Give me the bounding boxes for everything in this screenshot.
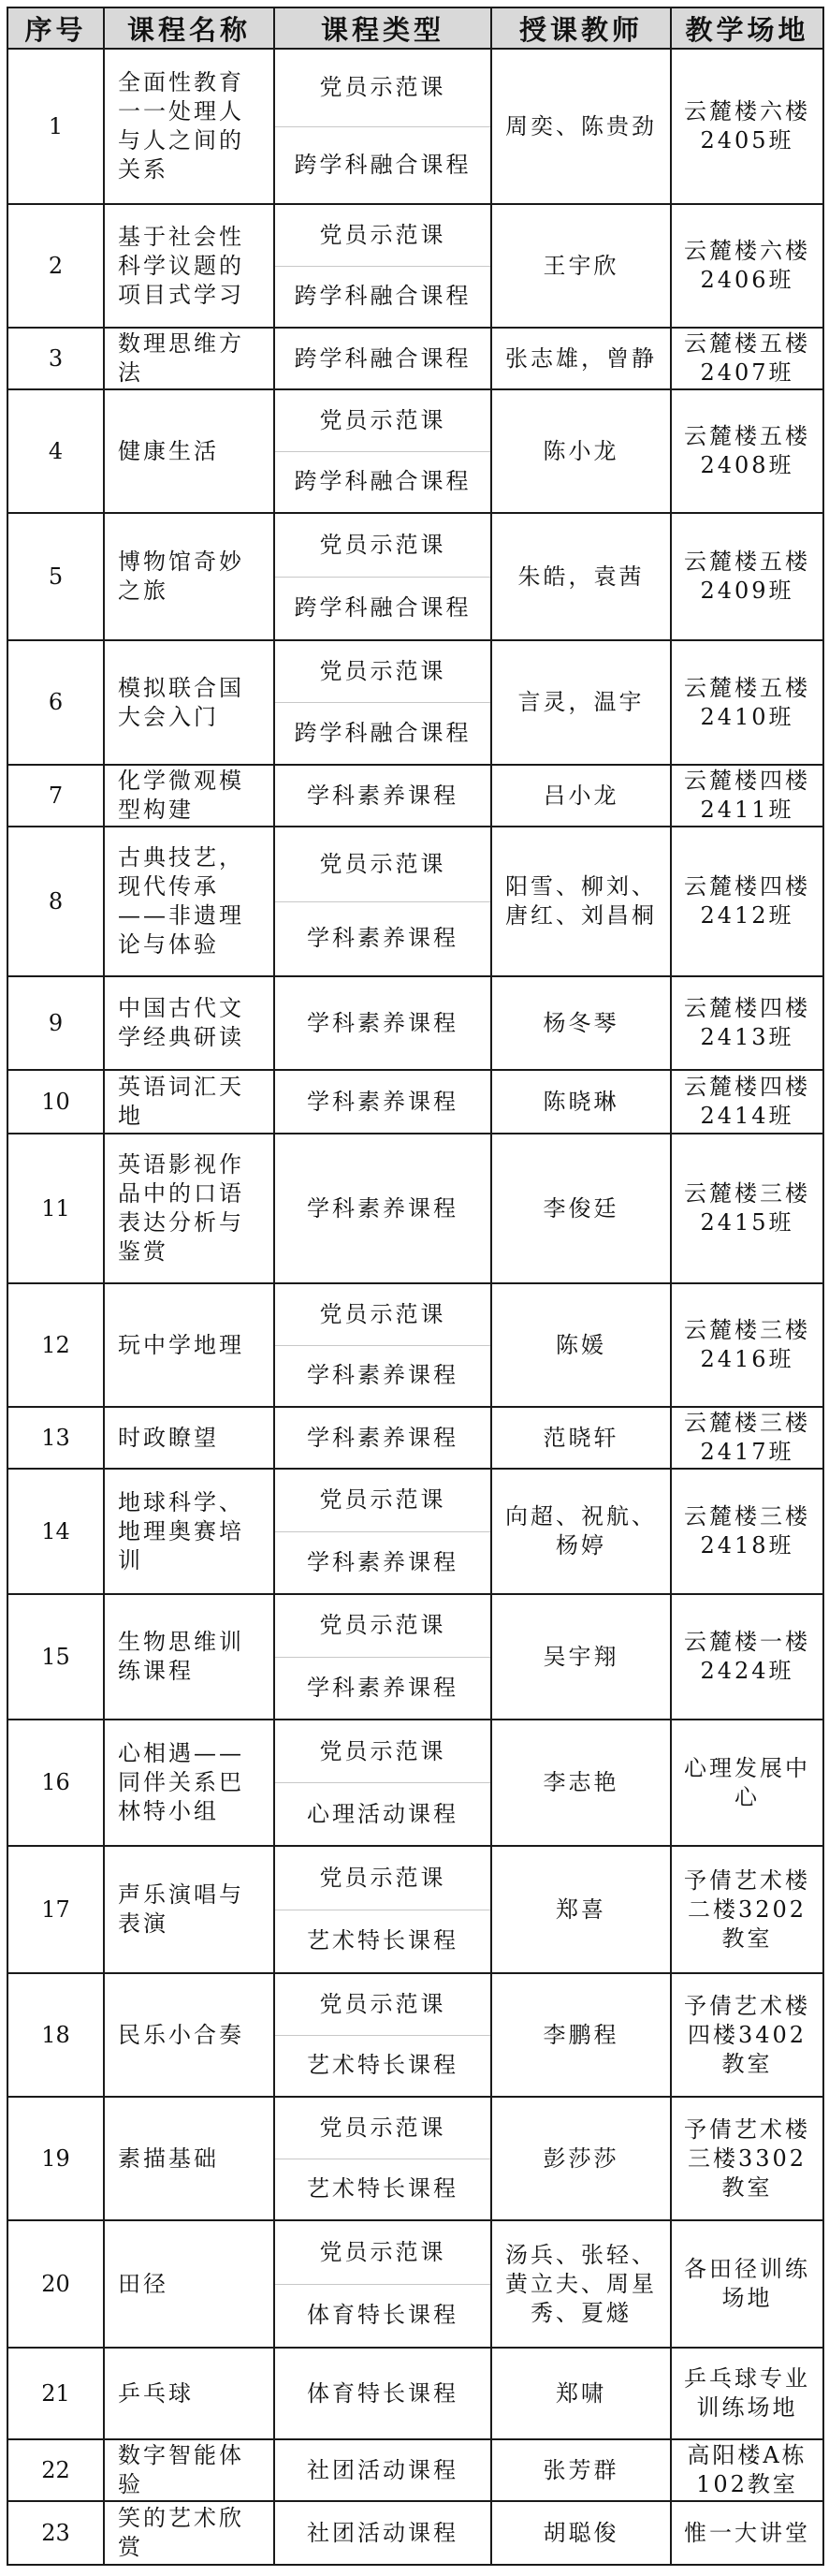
venue-cell: 云麓楼五楼2408班 (671, 389, 823, 513)
row-index-cell: 15 (7, 1594, 104, 1720)
table-row (7, 1594, 823, 1720)
course-type-list (275, 390, 490, 512)
course-type-item: 跨学科融合课程 (275, 126, 490, 204)
course-type-cell (274, 2348, 491, 2439)
course-name-cell: 乒乓球 (104, 2348, 274, 2439)
header-course-name: 课程名称 (104, 7, 274, 49)
course-name-cell: 模拟联合国大会入门 (104, 640, 274, 765)
course-type-cell (274, 2220, 491, 2348)
teacher-cell: 李志艳 (491, 1720, 671, 1846)
course-type-cell (274, 640, 491, 765)
course-type-list (275, 766, 490, 826)
header-index: 序号 (7, 7, 104, 49)
course-type-item: 跨学科融合课程 (294, 344, 472, 372)
table-body (7, 49, 823, 2565)
course-type-item: 学科素养课程 (275, 1531, 490, 1594)
row-index-cell: 3 (7, 328, 104, 389)
row-index-cell: 9 (7, 976, 104, 1070)
venue-cell: 云麓楼六楼2406班 (671, 204, 823, 328)
course-type-list (275, 1470, 490, 1593)
course-name-cell: 中国古代文学经典研读 (104, 976, 274, 1070)
table-row (7, 2220, 823, 2348)
course-type-cell (274, 328, 491, 389)
course-type-list (275, 205, 490, 327)
course-type-list (275, 2440, 490, 2500)
venue-cell: 予倩艺术楼三楼3302教室 (671, 2097, 823, 2220)
table-row (7, 204, 823, 328)
course-type-list (275, 977, 490, 1069)
course-type-cell (274, 827, 491, 976)
table-row (7, 1407, 823, 1469)
row-index-cell: 18 (7, 1973, 104, 2097)
course-type-cell (274, 1469, 491, 1594)
course-type-item: 跨学科融合课程 (275, 266, 490, 328)
course-type-list (275, 1071, 490, 1133)
header-teacher: 授课教师 (491, 7, 671, 49)
course-name-cell: 生物思维训练课程 (104, 1594, 274, 1720)
table-row (7, 1973, 823, 2097)
course-type-item: 学科素养课程 (307, 1194, 458, 1222)
table-row (7, 2439, 823, 2501)
course-type-list (275, 2221, 490, 2347)
course-type-list (275, 2502, 490, 2564)
course-type-list (275, 1134, 490, 1282)
venue-cell: 云麓楼三楼2418班 (671, 1469, 823, 1594)
course-type-item: 社团活动课程 (307, 2456, 458, 2483)
course-type-item: 体育特长课程 (275, 2284, 490, 2348)
course-name-cell: 地球科学、地理奥赛培训 (104, 1469, 274, 1594)
table-row (7, 827, 823, 976)
table-row (7, 2097, 823, 2220)
row-index-cell: 11 (7, 1134, 104, 1283)
course-type-item: 学科素养课程 (307, 1088, 458, 1115)
course-name-cell: 声乐演唱与表演 (104, 1846, 274, 1973)
course-type-item: 学科素养课程 (307, 782, 458, 809)
course-name-cell: 健康生活 (104, 389, 274, 513)
course-type-cell (274, 2097, 491, 2220)
teacher-cell: 朱皓，袁茜 (491, 513, 671, 640)
course-table (7, 7, 824, 2566)
venue-cell: 惟一大讲堂 (671, 2501, 823, 2565)
table-row (7, 1283, 823, 1407)
course-type-item: 跨学科融合课程 (275, 577, 490, 640)
teacher-cell: 陈媛 (491, 1283, 671, 1407)
row-index-cell: 17 (7, 1846, 104, 1973)
row-index-cell: 21 (7, 2348, 104, 2439)
teacher-cell: 陈晓琳 (491, 1070, 671, 1134)
row-index-cell: 6 (7, 640, 104, 765)
table-row (7, 640, 823, 765)
venue-cell: 高阳楼A栋102教室 (671, 2439, 823, 2501)
row-index-cell: 16 (7, 1720, 104, 1846)
course-type-item: 党员示范课 (319, 1737, 446, 1764)
row-index-cell: 8 (7, 827, 104, 976)
venue-cell: 云麓楼四楼2412班 (671, 827, 823, 976)
teacher-cell: 彭莎莎 (491, 2097, 671, 2220)
course-type-list (275, 1974, 490, 2096)
course-name-cell: 笑的艺术欣赏 (104, 2501, 274, 2565)
table-row (7, 389, 823, 513)
course-name-cell: 数理思维方法 (104, 328, 274, 389)
course-type-cell (274, 976, 491, 1070)
row-index-cell: 22 (7, 2439, 104, 2501)
venue-cell: 云麓楼五楼2410班 (671, 640, 823, 765)
row-index-cell: 1 (7, 49, 104, 204)
course-type-list (275, 827, 490, 975)
course-type-item: 跨学科融合课程 (275, 451, 490, 513)
course-type-cell (274, 2439, 491, 2501)
course-type-item: 党员示范课 (319, 74, 446, 101)
course-type-list (275, 329, 490, 388)
venue-cell: 各田径训练场地 (671, 2220, 823, 2348)
venue-cell: 心理发展中心 (671, 1720, 823, 1846)
course-name-cell: 民乐小合奏 (104, 1973, 274, 2097)
course-type-item: 社团活动课程 (307, 2519, 458, 2546)
course-type-item: 党员示范课 (319, 1486, 446, 1514)
venue-cell: 云麓楼四楼2414班 (671, 1070, 823, 1134)
course-type-list (275, 641, 490, 764)
table-row (7, 976, 823, 1070)
teacher-cell: 汤兵、张轻、黄立夫、周星秀、夏燧 (491, 2220, 671, 2348)
teacher-cell: 王宇欣 (491, 204, 671, 328)
course-type-item: 党员示范课 (319, 658, 446, 684)
venue-cell: 予倩艺术楼二楼3202教室 (671, 1846, 823, 1973)
table-row (7, 2348, 823, 2439)
course-name-cell: 田径 (104, 2220, 274, 2348)
course-name-cell: 时政瞭望 (104, 1407, 274, 1469)
venue-cell: 予倩艺术楼四楼3402教室 (671, 1973, 823, 2097)
row-index-cell: 4 (7, 389, 104, 513)
course-table-sheet (7, 7, 822, 2566)
course-type-item: 艺术特长课程 (275, 2035, 490, 2097)
course-type-list (275, 1720, 490, 1845)
venue-cell: 云麓楼四楼2413班 (671, 976, 823, 1070)
course-name-cell: 数字智能体验 (104, 2439, 274, 2501)
teacher-cell: 陈小龙 (491, 389, 671, 513)
row-index-cell: 12 (7, 1283, 104, 1407)
venue-cell: 云麓楼六楼2405班 (671, 49, 823, 204)
header-course-type: 课程类型 (274, 7, 491, 49)
course-name-cell: 博物馆奇妙之旅 (104, 513, 274, 640)
course-type-item: 党员示范课 (319, 1990, 446, 2017)
course-type-item: 学科素养课程 (275, 1657, 490, 1720)
table-row (7, 2501, 823, 2565)
row-index-cell: 13 (7, 1407, 104, 1469)
teacher-cell: 言灵，温宇 (491, 640, 671, 765)
course-type-item: 艺术特长课程 (275, 2159, 490, 2220)
header-row (7, 7, 823, 49)
table-row (7, 513, 823, 640)
venue-cell: 云麓楼五楼2409班 (671, 513, 823, 640)
teacher-cell: 郑啸 (491, 2348, 671, 2439)
row-index-cell: 14 (7, 1469, 104, 1594)
course-type-cell (274, 1594, 491, 1720)
venue-cell: 云麓楼一楼2424班 (671, 1594, 823, 1720)
course-type-list (275, 1595, 490, 1719)
teacher-cell: 张芳群 (491, 2439, 671, 2501)
teacher-cell: 杨冬琴 (491, 976, 671, 1070)
course-type-item: 艺术特长课程 (275, 1910, 490, 1973)
table-row (7, 1720, 823, 1846)
table-row (7, 1070, 823, 1134)
course-type-list (275, 2349, 490, 2438)
course-type-item: 心理活动课程 (275, 1782, 490, 1845)
course-type-list (275, 1284, 490, 1406)
row-index-cell: 23 (7, 2501, 104, 2565)
course-type-cell (274, 1973, 491, 2097)
teacher-cell: 李俊廷 (491, 1134, 671, 1283)
course-name-cell: 基于社会性科学议题的项目式学习 (104, 204, 274, 328)
venue-cell: 云麓楼三楼2416班 (671, 1283, 823, 1407)
course-type-item: 党员示范课 (319, 1612, 446, 1639)
course-type-item: 党员示范课 (319, 221, 446, 248)
course-type-item: 党员示范课 (319, 531, 446, 558)
course-type-list (275, 1408, 490, 1468)
teacher-cell: 张志雄，曾静 (491, 328, 671, 389)
course-type-item: 体育特长课程 (307, 2379, 458, 2407)
row-index-cell: 20 (7, 2220, 104, 2348)
venue-cell: 云麓楼三楼2415班 (671, 1134, 823, 1283)
course-type-item: 党员示范课 (319, 406, 446, 433)
course-type-cell (274, 49, 491, 204)
row-index-cell: 5 (7, 513, 104, 640)
course-type-item: 党员示范课 (319, 2238, 446, 2265)
course-type-cell (274, 1070, 491, 1134)
teacher-cell: 吕小龙 (491, 765, 671, 827)
course-name-cell: 古典技艺，现代传承——非遗理论与体验 (104, 827, 274, 976)
course-type-cell (274, 765, 491, 827)
row-index-cell: 19 (7, 2097, 104, 2220)
course-type-cell (274, 1134, 491, 1283)
course-name-cell: 心相遇——同伴关系巴林特小组 (104, 1720, 274, 1846)
course-name-cell: 化学微观模型构建 (104, 765, 274, 827)
course-name-cell: 英语影视作品中的口语表达分析与鉴赏 (104, 1134, 274, 1283)
teacher-cell: 阳雪、柳刘、唐红、刘昌桐 (491, 827, 671, 976)
venue-cell: 云麓楼五楼2407班 (671, 328, 823, 389)
table-row (7, 765, 823, 827)
course-type-item: 党员示范课 (319, 1864, 446, 1891)
course-type-item: 党员示范课 (319, 2114, 446, 2141)
course-type-item: 学科素养课程 (307, 1009, 458, 1036)
course-type-item: 党员示范课 (319, 1300, 446, 1327)
course-type-item: 学科素养课程 (275, 901, 490, 976)
course-type-cell (274, 513, 491, 640)
header-venue: 教学场地 (671, 7, 823, 49)
row-index-cell: 2 (7, 204, 104, 328)
venue-cell: 乒乓球专业训练场地 (671, 2348, 823, 2439)
course-type-item: 党员示范课 (319, 850, 446, 877)
teacher-cell: 吴宇翔 (491, 1594, 671, 1720)
course-type-list (275, 50, 490, 203)
course-name-cell: 素描基础 (104, 2097, 274, 2220)
teacher-cell: 郑喜 (491, 1846, 671, 1973)
course-type-item: 学科素养课程 (275, 1345, 490, 1407)
course-type-cell (274, 2501, 491, 2565)
course-type-cell (274, 1846, 491, 1973)
course-name-cell: 玩中学地理 (104, 1283, 274, 1407)
course-type-cell (274, 1283, 491, 1407)
table-row (7, 1846, 823, 1973)
course-type-item: 跨学科融合课程 (275, 702, 490, 764)
course-type-item: 学科素养课程 (307, 1424, 458, 1451)
row-index-cell: 10 (7, 1070, 104, 1134)
course-type-list (275, 514, 490, 639)
teacher-cell: 向超、祝航、杨婷 (491, 1469, 671, 1594)
course-type-cell (274, 1407, 491, 1469)
course-name-cell: 全面性教育一一处理人与人之间的关系 (104, 49, 274, 204)
course-name-cell: 英语词汇天地 (104, 1070, 274, 1134)
venue-cell: 云麓楼三楼2417班 (671, 1407, 823, 1469)
course-type-cell (274, 1720, 491, 1846)
course-type-cell (274, 389, 491, 513)
teacher-cell: 范晓轩 (491, 1407, 671, 1469)
teacher-cell: 李鹏程 (491, 1973, 671, 2097)
table-row (7, 328, 823, 389)
teacher-cell: 胡聪俊 (491, 2501, 671, 2565)
table-row (7, 1469, 823, 1594)
venue-cell: 云麓楼四楼2411班 (671, 765, 823, 827)
table-row (7, 49, 823, 204)
course-type-list (275, 1847, 490, 1972)
row-index-cell: 7 (7, 765, 104, 827)
table-row (7, 1134, 823, 1283)
course-type-cell (274, 204, 491, 328)
teacher-cell: 周奕、陈贵劲 (491, 49, 671, 204)
course-type-list (275, 2098, 490, 2219)
